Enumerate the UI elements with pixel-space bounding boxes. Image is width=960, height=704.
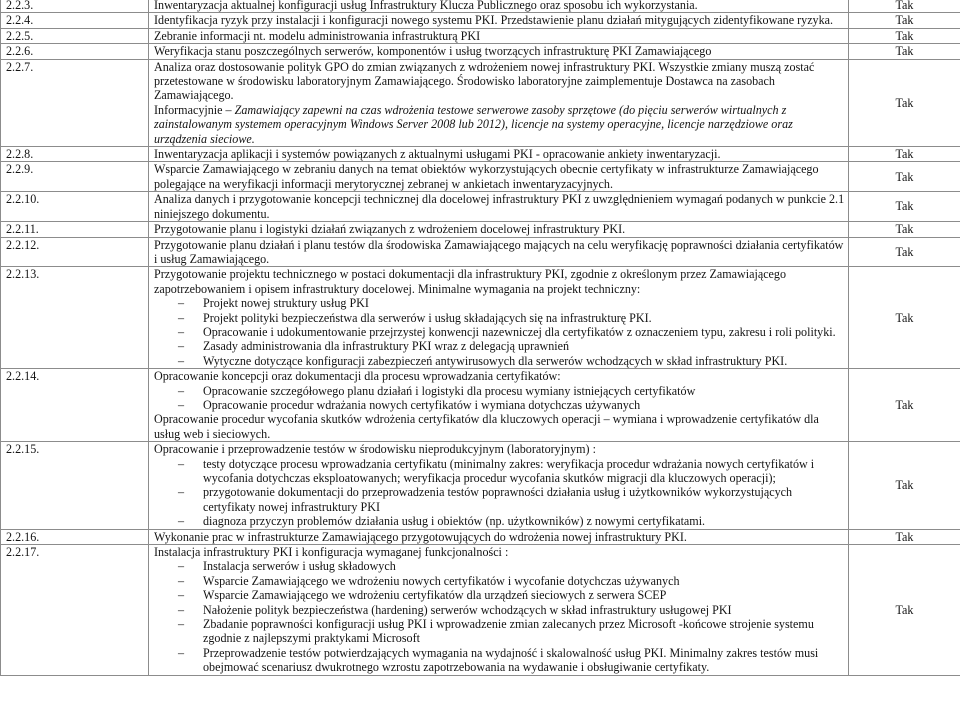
row-status-cell: Tak	[849, 192, 960, 222]
row-id-cell: 2.2.14.	[1, 369, 149, 442]
list-item: – Opracowanie procedur wdrażania nowych certyfikatów i wymiana dotychczas używanych	[203, 398, 846, 412]
row-status-cell: Tak	[849, 13, 960, 28]
row-id-cell: 2.2.6.	[1, 44, 149, 59]
row-description-cell	[149, 13, 849, 28]
row-description-cell	[149, 237, 849, 267]
row-description-cell	[149, 147, 849, 162]
description-paragraph: Analiza danych i przygotowanie koncepcji technicznej dla docelowej infrastruktury PKI z uwzględnieniem wymagań podanych w punkcie 2.1 niniejszego dokumentu.	[154, 192, 845, 221]
row-status-cell: Tak	[849, 44, 960, 59]
description-paragraph: Analiza oraz dostosowanie polityk GPO do zmian związanych z wdrożeniem nowej infrastruktury PKI. Wszystkie zmiany muszą zostać przetestowane w środowisku laboratoryjnym Zamawiającego. Środowisko laboratoryjne zaimplementuje Dostawca na zasobach Zamawiającego.	[154, 59, 815, 103]
table-row	[1, 59, 960, 146]
table-row	[1, 162, 960, 192]
row-id-cell: 2.2.12.	[1, 237, 149, 267]
list-item: – Projekt nowej struktury usług PKI	[203, 296, 846, 310]
list-item: – Zasady administrowania dla infrastruktury PKI wraz z delegacją uprawnień	[203, 339, 846, 353]
table-row	[1, 545, 960, 676]
row-status-cell: Tak	[849, 28, 960, 43]
table-row	[1, 442, 960, 529]
row-id-cell: 2.2.17.	[1, 545, 149, 676]
table-row	[1, 192, 960, 222]
table-row	[1, 147, 960, 162]
list-item: – testy dotyczące procesu wprowadzania certyfikatu (minimalny zakres: weryfikacja procedur wdrażania nowych certyfikatów i wycofania dotychczas eksploatowanych; weryfikacja procedur wycofania skutków migracji dla kluczowych operacji);	[203, 457, 846, 486]
row-status-cell: Tak	[849, 147, 960, 162]
informational-note	[154, 103, 846, 146]
row-id-cell: 2.2.4.	[1, 13, 149, 28]
description-paragraph: Przygotowanie projektu technicznego w postaci dokumentacji dla infrastruktury PKI, zgodnie z określonym przez Zamawiającego zapotrzebowaniem i opisem infrastruktury docelowej. Minimalne wymagania na projekt techniczny:	[154, 267, 787, 296]
row-id-cell: 2.2.8.	[1, 147, 149, 162]
row-description-cell	[149, 59, 849, 146]
row-id-cell: 2.2.10.	[1, 192, 149, 222]
table-row	[1, 369, 960, 442]
description-paragraph: Przygotowanie planu i logistyki działań związanych z wdrożeniem docelowej infrastruktury PKI.	[154, 222, 626, 237]
list-item: – przygotowanie dokumentacji do przeprowadzenia testów poprawności działania usług i użytkowników wykorzystujących certyfikaty nowej infrastruktury PKI	[203, 485, 846, 514]
table-row	[1, 44, 960, 59]
description-paragraph: Opracowanie i przeprowadzenie testów w środowisku nieprodukcyjnym (laboratoryjnym) :	[154, 442, 596, 457]
row-status-cell: Tak	[849, 369, 960, 442]
row-status-cell: Tak	[849, 237, 960, 267]
row-description-cell	[149, 162, 849, 192]
row-status-cell: Tak	[849, 442, 960, 529]
row-description-cell	[149, 369, 849, 442]
table-row	[1, 13, 960, 28]
row-description-cell	[149, 267, 849, 369]
row-id-cell: 2.2.9.	[1, 162, 149, 192]
note-lead: Informacyjnie –	[154, 102, 235, 117]
table-body	[1, 0, 960, 675]
row-description-cell	[149, 545, 849, 676]
row-id-cell: 2.2.3.	[1, 0, 149, 13]
row-id-cell: 2.2.15.	[1, 442, 149, 529]
dash-list	[154, 384, 846, 413]
row-id-cell: 2.2.5.	[1, 28, 149, 43]
list-item: – Przeprowadzenie testów potwierdzających wymagania na wydajność i skalowalność usług PKI. Minimalny zakres testów musi obejmować scenariusz dwukrotnego wzrostu zapotrzebowania na wydawanie i obsługiwanie certyfikaty.	[203, 646, 846, 675]
row-status-cell: Tak	[849, 162, 960, 192]
list-item: – Instalacja serwerów i usług składowych	[203, 559, 846, 573]
dash-list	[154, 296, 846, 368]
description-paragraph: Opracowanie koncepcji oraz dokumentacji dla procesu wprowadzania certyfikatów:	[154, 369, 561, 384]
row-description-cell	[149, 28, 849, 43]
list-item: – diagnoza przyczyn problemów działania usług i obiektów (np. użytkowników) z nowymi certyfikatami.	[203, 514, 846, 528]
description-paragraph: Inwentaryzacja aplikacji i systemów powiązanych z aktualnymi usługami PKI - opracowanie ankiety inwentaryzacji.	[154, 147, 721, 162]
description-paragraph: Inwentaryzacja aktualnej konfiguracji usług Infrastruktury Klucza Publicznego oraz sposobu ich wykorzystania.	[154, 0, 698, 12]
table-row	[1, 28, 960, 43]
description-paragraph: Weryfikacja stanu poszczególnych serwerów, komponentów i usług tworzących infrastrukturę PKI Zamawiającego	[154, 44, 712, 59]
row-id-cell: 2.2.16.	[1, 529, 149, 544]
row-id-cell: 2.2.7.	[1, 59, 149, 146]
table-row	[1, 237, 960, 267]
row-description-cell	[149, 44, 849, 59]
description-paragraph: Zebranie informacji nt. modelu administrowania infrastrukturą PKI	[154, 28, 481, 43]
dash-list	[154, 559, 846, 674]
list-item: – Opracowanie szczegółowego planu działań i logistyki dla procesu wymiany istniejących certyfikatów	[203, 384, 846, 398]
list-item: – Wsparcie Zamawiającego we wdrożeniu certyfikatów dla urządzeń sieciowych z serwera SCEP	[203, 588, 846, 602]
row-description-cell	[149, 192, 849, 222]
note-body: Zamawiający zapewni na czas wdrożenia testowe serwerowe zasoby sprzętowe (do pięciu serwerów wirtualnych z zainstalowanym systemem operacyjnym Windows Server 2008 lub 2012), licencje na systemy operacyjne, licencje narzędziowe oraz urządzenia sieciowe.	[154, 102, 793, 146]
description-paragraph: Wykonanie prac w infrastrukturze Zamawiającego przygotowujących do wdrożenia nowej infrastruktury PKI.	[154, 529, 687, 544]
row-status-cell: Tak	[849, 529, 960, 544]
row-description-cell	[149, 442, 849, 529]
dash-list	[154, 457, 846, 529]
list-item: – Zbadanie poprawności konfiguracji usług PKI i wprowadzenie zmian zalecanych przez Microsoft -końcowe strojenie systemu zgodnie z najlepszymi praktykami Microsoft	[203, 617, 846, 646]
description-paragraph: Identyfikacja ryzyk przy instalacji i konfiguracji nowego systemu PKI. Przedstawienie planu działań mitygujących zidentyfikowane ryzyka.	[154, 13, 834, 28]
description-paragraph: Opracowanie procedur wycofania skutków wdrożenia certyfikatów dla kluczowych operacji – wymiana i wprowadzenie certyfikatów dla usług web i sieciowych.	[154, 412, 819, 441]
row-id-cell: 2.2.11.	[1, 222, 149, 237]
list-item: – Wsparcie Zamawiającego we wdrożeniu nowych certyfikatów i wycofanie dotychczas używanych	[203, 574, 846, 588]
row-description-cell	[149, 529, 849, 544]
table-row	[1, 222, 960, 237]
row-description-cell	[149, 222, 849, 237]
row-id-cell: 2.2.13.	[1, 267, 149, 369]
description-paragraph: Wsparcie Zamawiającego w zebraniu danych na temat obiektów wykorzystujących obecnie certyfikaty w infrastrukturze Zamawiającego polegające na weryfikacji informacji merytorycznej zebranej w ankietach inwentaryzacyjnych.	[154, 162, 819, 191]
list-item: – Nałożenie polityk bezpieczeństwa (hardening) serwerów wchodzących w skład infrastruktury usługowej PKI	[203, 603, 846, 617]
list-item: – Projekt polityki bezpieczeństwa dla serwerów i usług składających się na infrastrukturę PKI.	[203, 311, 846, 325]
list-item: – Opracowanie i udokumentowanie przejrzystej konwencji nazewniczej dla certyfikatów z oznaczeniem typu, zakresu i roli polityki.	[203, 325, 846, 339]
row-status-cell: Tak	[849, 267, 960, 369]
table-row	[1, 0, 960, 13]
table-row	[1, 529, 960, 544]
description-paragraph: Przygotowanie planu działań i planu testów dla środowiska Zamawiającego mających na celu weryfikację poprawności działania certyfikatów i usług Zamawiającego.	[154, 237, 844, 266]
row-status-cell: Tak	[849, 0, 960, 13]
list-item: – Wytyczne dotyczące konfiguracji zabezpieczeń antywirusowych dla serwerów wchodzących w skład infrastruktury PKI.	[203, 354, 846, 368]
description-paragraph: Instalacja infrastruktury PKI i konfiguracja wymaganej funkcjonalności :	[154, 545, 509, 560]
row-description-cell	[149, 0, 849, 13]
table-row	[1, 267, 960, 369]
row-status-cell: Tak	[849, 222, 960, 237]
row-status-cell: Tak	[849, 545, 960, 676]
row-status-cell: Tak	[849, 59, 960, 146]
